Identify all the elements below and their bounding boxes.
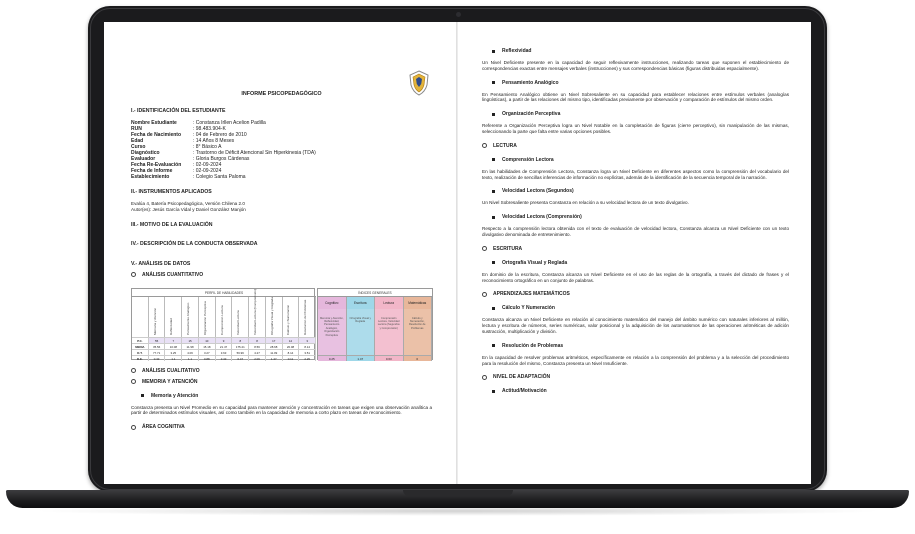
document-page-left [104,22,456,484]
table-cell: 0.88 [199,356,216,361]
index-description: Ortografía Visual y Reglada [347,309,375,355]
square-bullet-icon [492,50,495,53]
table-cell: 11.98 [182,344,199,349]
profile-column-header: Reflexividad [165,297,182,337]
index-value: 0.63 [375,355,403,361]
laptop-screen [104,22,811,484]
index-column [404,297,433,361]
profile-column-header: Ortografía Visual y Reglada [266,297,283,337]
index-column [375,297,404,361]
profile-column-header: Velocidad Lectora (Comprensión) [249,297,266,337]
table-row [132,349,316,355]
index-value: 0.25 [318,355,346,361]
table-cell: 28.68 [266,344,283,349]
bullet-cuantitativo: ANÁLISIS CUANTITATIVO [131,272,432,278]
table-cell: 4.06 [182,350,199,355]
section-motivo: III.- MOTIVO DE LA EVALUACIÓN [131,221,213,228]
table-cell: 7 [165,338,182,343]
section-instrumentos: II.- INSTRUMENTOS APLICADOS [131,189,212,195]
profile-column-header: Comprensión Lectora [216,297,233,337]
paragraph: En la capacidad de resolver problemas aritméticos, específicamente en relación a la comprensión del problema y a la selección del procedimiento para la resolución del mismo, Constanza presenta un Nivel Insuficiente. [482,354,789,366]
square-bullet-icon [492,307,495,310]
sub-memoria: Memoria y Atención [131,393,432,399]
section-bullet: ESCRITURA [482,246,789,252]
table-cell: 3.51 [299,350,316,355]
index-value: 0 [404,355,432,361]
student-info [131,120,432,180]
field-label: Fecha de Nacimiento [131,132,182,138]
circle-bullet-icon [131,425,136,430]
paragraph: Un Nivel Sobresaliente presenta Constanza en relación a su velocidad lectora de un texto divulgativo. [482,200,689,206]
field-label: Fecha Re-Evaluación [131,162,182,168]
row-label: D.T. [132,350,149,355]
field-value: : 04 de Febrero de 2010 [193,132,247,138]
authors-text: Autor(es): Jesús García Vidal y Daniel González Manjón [131,206,246,212]
table-cell: 3 [299,338,316,343]
circle-bullet-icon [131,272,136,277]
table-cell: 2.25 [299,356,316,361]
circle-bullet-icon [482,292,487,297]
circle-bullet-icon [131,368,136,373]
table-cell: 8.14 [299,344,316,349]
table-cell: 1.1 [165,356,182,361]
table-cell: 56.96 [232,350,249,355]
index-description: Comprensión Lectora, Velocidad Lectora (Segundos y Comprensión) [375,309,403,355]
section-bullet: LECTURA [482,143,789,149]
section-bullet: NIVEL DE ADAPTACIÓN [482,374,789,380]
square-bullet-icon [141,394,144,397]
profile-column-header: Velocidad Lectora [232,297,249,337]
field-value: : 14 Años 8 Meses [193,138,235,144]
section-analisis: V.- ANÁLISIS DE DATOS [131,260,191,267]
table-row [132,337,316,343]
subsection-heading: Organización Perceptiva [482,111,789,117]
student-field [131,174,432,180]
paragraph: Respecto a la comprensión lectora obtenida con el texto de evaluación de velocidad lectora, Constanza alcanza un Nivel Deficiente con un texto divulgativo denominada de entretenimiento. [482,226,789,237]
table-cell: 35.56 [149,344,166,349]
table-cell: 8.56 [249,344,266,349]
profile-table [131,288,315,360]
table-cell: 2.06 [249,356,266,361]
field-label: Diagnóstico [131,150,160,156]
field-label: Edad [131,138,144,144]
bullet-cualitativo: ANÁLISIS CUALITATIVO [131,368,432,374]
table-cell: 1.1 [182,356,199,361]
profile-column-header: Pensamiento Analógico [182,297,199,337]
subsection-heading: Pensamiento Analógico [482,80,789,86]
results-tables [131,288,433,360]
document-page-right [458,22,811,484]
table-cell: 0.11 [283,356,300,361]
paragraph: Referente a Organización Perceptiva logra un Nivel Notable en la completación de figuras (cierre perceptivo), sin manipulación de las mismas, seleccionando la parte que falta entre varias opciones posibles. [482,123,789,134]
field-value: : Trastorno de Déficit Atencional Sin Hiperkinesia (TDA) [193,150,316,156]
square-bullet-icon [492,158,495,161]
profile-column-header: Memoria y Atención [149,297,166,337]
table-cell: 55 [149,338,166,343]
table-cell: 10 [199,338,216,343]
table-cell: 3.25 [165,350,182,355]
bullet-cognitiva: ÁREA COGNITIVA [131,424,432,430]
table-cell: 175.21 [232,344,249,349]
subsection-heading: Comprensión Lectora [482,157,789,163]
field-label: Establecimiento [131,174,170,180]
instruments-text: Evalúa 4, Batería Psicopedagógica, Versión Chilena 2.0 [131,201,245,206]
index-table-title: ÍNDICES GENERALES [318,289,432,297]
table-cell: 17 [266,338,283,343]
table-cell: 8 [232,338,249,343]
subsection-heading: Velocidad Lectora (Comprensión) [482,214,789,220]
paragraph: En las habilidades de Comprensión Lectora, Constanza logra un Nivel Deficiente en diferentes aspectos como la comprensión del vocabulario del texto, realización de sencillas inferencias de información no explícitas, además de la identificación de la secuencia temporal de la narración. [482,168,789,180]
table-cell: 10.08 [165,344,182,349]
paragraph: En dominio de la escritura, Constanza alcanza un Nivel Deficiente en el uso de las reglas de la ortografía, a través del dictado de frases y el reconocimiento ortográfico en un conjunto de palabras. [482,271,789,283]
index-value: 1.47 [347,355,375,361]
table-cell: 1.47 [266,356,283,361]
paragraph: Constanza alcanza un Nivel Deficiente en relación al conocimiento matemático del manejo del ámbito numérico con naturales inferiores al millón, lectura y escritura de números, series numéricas, valor posicional y la adquisición de los automatismos de las operaciones aritméticas de adición sustracción, multiplicación y división. [482,317,789,334]
index-description: Memoria y Atención, Reflexividad, Pensamiento Analógico, Organización Perceptiva [318,309,346,355]
paragraph: En Pensamiento Analógico obtiene un Nivel Sobresaliente en su capacidad para establecer relaciones entre estímulos verbales (analogías lingüísticas), a partir de las relaciones del mismo tipo, identificadas previamente por observación y comparación de estímulos del mismo orden. [482,91,789,103]
table-cell: 15.18 [199,344,216,349]
subsection-heading: Resolución de Problemas [482,343,789,349]
section-conducta: IV.- DESCRIPCIÓN DE LA CONDUCTA OBSERVADA [131,240,258,247]
table-cell: 11.09 [266,350,283,355]
square-bullet-icon [492,113,495,116]
subsection-heading: Ortografía Visual y Reglada [482,260,789,266]
index-table [317,288,433,360]
square-bullet-icon [492,190,495,193]
profile-column-header: Cálculo y Numeración [283,297,300,337]
table-cell: 3.27 [199,350,216,355]
table-row [132,355,316,361]
field-value: : 02-09-2024 [193,168,222,174]
camera-icon [456,12,461,17]
table-cell: 21.47 [216,344,233,349]
index-column [347,297,376,361]
field-value: : Colegio Santa Paloma [193,174,246,180]
section-identificacion: I.- IDENTIFICACIÓN DEL ESTUDIANTE [131,108,226,114]
field-label: Fecha de Informe [131,168,173,174]
index-header: Lectura [375,297,403,309]
square-bullet-icon [492,344,495,347]
paragraph: Un Nivel Deficiente presente en la capacidad de seguir reflexivamente instrucciones, realizando tareas que suponen el establecimiento de correspondencias exactas entre mensajes verbales (instrucciones) y sus correspondencias básicas (figuras distribuidas espacialmente). [482,60,789,71]
table-cell: 77.71 [149,350,166,355]
subsection-heading: Velocidad Lectora (Segundos) [482,188,789,194]
field-value: : 98.483.904-K [193,126,226,132]
profile-column-header: Organización Perceptiva [199,297,216,337]
circle-bullet-icon [482,375,487,380]
field-label: Evaluador [131,156,156,162]
field-label: RUN [131,126,142,132]
table-cell: 0.33 [149,356,166,361]
index-header: Escritura [347,297,375,309]
field-value: : 8° Básico A [193,144,222,150]
table-cell: 4.27 [249,350,266,355]
table-cell: 12 [283,338,300,343]
row-label: P.C. [132,338,149,343]
subsection-heading: Actitud/Motivación [482,388,789,394]
square-bullet-icon [492,216,495,219]
table-cell: 3.43 [216,356,233,361]
table-cell: 20.08 [283,344,300,349]
bullet-memoria: MEMORIA Y ATENCIÓN [131,379,432,385]
circle-bullet-icon [482,246,487,251]
table-cell: 9 [216,338,233,343]
table-cell: 8 [249,338,266,343]
section-bullet: APRENDIZAJES MATEMÁTICOS [482,291,789,297]
table-row [132,343,316,349]
profile-table-title: PERFIL DE HABILIDADES [132,289,316,297]
row-label: D.E. [132,356,149,361]
table-cell: 0.47 [232,356,249,361]
table-cell: 3.63 [216,350,233,355]
document-title: INFORME PSICOPEDAGÓGICO [241,91,322,97]
memoria-text: Constanza presenta un Nivel Promedio en su capacidad para mantener atención y concentración en tareas que exigen una observación analítica a partir de determinados estímulos visuales, así como también en la capacidad de memoria a corto plazo en tareas de reconocimiento. [131,404,432,416]
index-column [318,297,347,361]
subsection-heading: Cálculo Y Numeración [482,305,789,311]
row-label: MEDIA [132,344,149,349]
circle-bullet-icon [131,379,136,384]
table-cell: 15 [182,338,199,343]
subsection-heading: Reflexividad [482,48,789,54]
field-value: : 02-09-2024 [193,162,222,168]
school-crest-icon [408,70,430,96]
index-header: Matemáticas [404,297,432,309]
square-bullet-icon [492,390,495,393]
profile-column-header: Resolución de Problemas [299,297,316,337]
circle-bullet-icon [482,143,487,148]
index-description: Cálculo y Numeración, Resolución de Problemas [404,309,432,355]
field-label: Curso [131,144,146,150]
field-value: : Gloria Burgos Cárdenas [193,156,250,162]
field-label: Nombre Estudiante [131,120,177,126]
square-bullet-icon [492,261,495,264]
index-header: Cognitivo [318,297,346,309]
table-cell: 8.14 [283,350,300,355]
square-bullet-icon [492,81,495,84]
field-value: : Constanza Irllen Acelion Padilla [193,120,266,126]
